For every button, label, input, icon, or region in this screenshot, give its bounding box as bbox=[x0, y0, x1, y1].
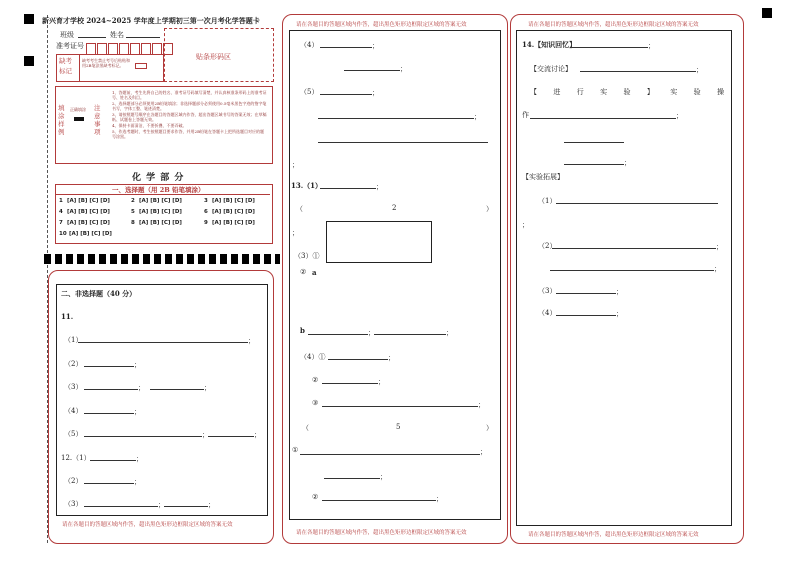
corner-mark-top-right bbox=[762, 8, 772, 18]
col3-header-note: 请在各题目的答题区域内作答，超出黑色矩形边框限定区域的答案无效 bbox=[528, 22, 699, 28]
q13-5-field-1[interactable] bbox=[300, 454, 480, 455]
q10-5-field-b[interactable] bbox=[318, 118, 474, 119]
expand-4-label: （4） bbox=[538, 309, 557, 317]
col3-answer-box bbox=[516, 30, 732, 526]
absent-label: 缺考标记 bbox=[59, 57, 72, 75]
q10-5-field-c[interactable] bbox=[318, 142, 488, 143]
q13-5-field-3[interactable] bbox=[322, 500, 436, 501]
zuo-label: 作 bbox=[522, 111, 529, 119]
binding-separator bbox=[44, 254, 280, 264]
name-field[interactable] bbox=[126, 37, 160, 38]
absent-mark-box[interactable] bbox=[135, 63, 147, 69]
q12-3-field-b[interactable] bbox=[164, 506, 208, 507]
q11-label: 11. bbox=[61, 312, 74, 321]
col2-answer-box bbox=[289, 30, 501, 520]
expand-2-field-b[interactable] bbox=[550, 270, 714, 271]
q13-3-a-mark: a bbox=[312, 268, 317, 277]
notes-label: 注意事项 bbox=[94, 104, 101, 136]
q13-5-number: 5 bbox=[396, 423, 401, 431]
q13-3-circle2: ② bbox=[300, 268, 307, 276]
experiment-field-2[interactable] bbox=[564, 142, 624, 143]
class-label: 班级 bbox=[60, 31, 74, 39]
q10-5-field-a[interactable] bbox=[320, 94, 372, 95]
col2-header-note: 请在各题目的答题区域内作答，超出黑色矩形边框限定区域的答案无效 bbox=[296, 22, 467, 28]
q11-5-field-a[interactable] bbox=[84, 436, 202, 437]
barcode-label: 贴条形码区 bbox=[196, 53, 231, 61]
expand-2-label: （2） bbox=[538, 242, 557, 250]
col2-footer-note: 请在各题目的答题区域内作答，超出黑色矩形边框限定区域的答案无效 bbox=[296, 530, 467, 536]
q11-2-label: （2） bbox=[64, 360, 83, 368]
expand-1-semicolon: ； bbox=[522, 221, 529, 229]
q13-4-field-3[interactable] bbox=[322, 406, 478, 407]
name-label: 姓名 bbox=[110, 31, 124, 39]
q13-5-paren-right: ） bbox=[486, 424, 493, 432]
class-field[interactable] bbox=[78, 37, 106, 38]
q13-4-label: （4）① bbox=[300, 353, 326, 361]
exam-no-label: 准考证号 bbox=[56, 42, 84, 50]
expand-3-label: （3） bbox=[538, 287, 557, 295]
nonchoice-title: 二、非选择题（40 分） bbox=[61, 289, 137, 298]
q13-b-mark: b bbox=[300, 326, 305, 335]
q10-5-semicolon: ； bbox=[292, 161, 299, 169]
q10-5-label: （5） bbox=[300, 88, 319, 96]
section-title: 化 学 部 分 bbox=[132, 173, 185, 183]
q10-4-field-b[interactable] bbox=[344, 70, 400, 71]
q13-2-paren-right: ） bbox=[486, 205, 493, 213]
q13-5-field-2[interactable] bbox=[324, 478, 380, 479]
expand-1-field[interactable] bbox=[556, 203, 718, 204]
col3-footer-note: 请在各题目的答题区域内作答，超出黑色矩形边框限定区域的答案无效 bbox=[528, 532, 699, 538]
col1-footer-note: 请在各题目的答题区域内作答，超出黑色矩形边框限定区域的答案无效 bbox=[62, 522, 233, 528]
q11-5-label: （5） bbox=[64, 430, 83, 438]
q13-4-circle3: ③ bbox=[312, 399, 319, 407]
q11-3-label: （3） bbox=[64, 383, 83, 391]
q10-4-label: （4） bbox=[300, 41, 319, 49]
fill-example-label: 填涂样例 bbox=[58, 104, 65, 136]
q11-1-label: （1） bbox=[64, 336, 83, 344]
notes-list: 1、答题前，考生先将自己的姓名、准考证号码填写清楚，并认真核准条形码上的准考证号、姓名及科目。 2、选择题部分必须使用2B铅笔填涂；非选择题部分必须使用0.5毫米黑色字迹的签字笔书写，字体工整、笔迹清楚。 3、请按照题号顺序在各题目的答题区域内作答，超出答题区域书写的答案无效；在草稿纸、试题卷上答题无效。 4、保持卡面清洁，不要折叠、不要弄破。 5、作选考题时，考生按照题目要求作答，并用2B铅笔在答题卡上把所选题目对应的题号涂黑。 bbox=[112, 90, 267, 139]
corner-mark-mid-left bbox=[24, 56, 34, 66]
q13-5-paren-left: （ bbox=[302, 424, 309, 432]
q12-1-field[interactable] bbox=[90, 460, 136, 461]
q13-4-field-2[interactable] bbox=[322, 383, 378, 384]
q13-4-field-1[interactable] bbox=[328, 359, 388, 360]
q14-recall-field[interactable] bbox=[572, 47, 648, 48]
q13-2-semicolon: ； bbox=[292, 229, 299, 237]
q13-4-circle2: ② bbox=[312, 376, 319, 384]
q11-3-field-b[interactable] bbox=[150, 389, 204, 390]
experiment-field-3[interactable] bbox=[564, 164, 624, 165]
q13-3-label: （3）① bbox=[294, 252, 320, 260]
exchange-label: 【交流讨论】 bbox=[530, 65, 572, 73]
q12-3-field-a[interactable] bbox=[84, 506, 158, 507]
q11-5-field-b[interactable] bbox=[208, 436, 254, 437]
q11-3-field-a[interactable] bbox=[84, 389, 138, 390]
q11-4-label: （4） bbox=[64, 407, 83, 415]
q12-3-label: （3） bbox=[64, 500, 83, 508]
experiment-field-1[interactable] bbox=[530, 118, 676, 119]
q13-b-field-a[interactable] bbox=[308, 334, 368, 335]
exchange-field[interactable] bbox=[580, 71, 696, 72]
q12-1-label: 12.（1） bbox=[61, 454, 91, 462]
q12-2-label: （2） bbox=[64, 477, 83, 485]
q13-2-paren-left: （ bbox=[296, 205, 303, 213]
col1-answer-box bbox=[56, 284, 268, 516]
expand-4-field[interactable] bbox=[556, 315, 616, 316]
expand-3-field[interactable] bbox=[556, 293, 616, 294]
choice-title-underline bbox=[56, 194, 270, 195]
header-title: 新兴育才学校 2024~2025 学年度上学期初三第一次月考化学答题卡 bbox=[42, 16, 260, 25]
q13-2-number: 2 bbox=[392, 204, 397, 212]
q12-2-field[interactable] bbox=[84, 483, 134, 484]
q13-1-label: 13.（1） bbox=[291, 181, 323, 190]
q13-b-field-b[interactable] bbox=[374, 334, 446, 335]
experiment-heading: 【 进 行 实 验 】 实 验 操 bbox=[530, 88, 724, 96]
expand-2-field-a[interactable] bbox=[552, 248, 716, 249]
q13-1-field[interactable] bbox=[320, 188, 376, 189]
corner-mark-top-left bbox=[24, 14, 34, 24]
q11-1-field[interactable] bbox=[78, 342, 248, 343]
q13-5-circle1: ① bbox=[292, 446, 299, 454]
q11-2-field[interactable] bbox=[84, 366, 134, 367]
absent-note: 缺考考生禁止考号后贴贴和用2B笔涂黑缺考标记。 bbox=[82, 58, 130, 68]
correct-fill-sample bbox=[74, 117, 84, 121]
q13-5-circle2: ② bbox=[312, 493, 319, 501]
q14-label: 14.【知识回忆】 bbox=[522, 40, 577, 49]
q13-drawing-box[interactable] bbox=[326, 221, 432, 263]
expand-label: 【实验拓展】 bbox=[522, 173, 564, 181]
correct-fill-label: 正确填涂 bbox=[70, 107, 86, 112]
expand-1-label: （1） bbox=[538, 197, 557, 205]
q10-4-field-a[interactable] bbox=[320, 47, 372, 48]
q11-4-field[interactable] bbox=[84, 413, 134, 414]
choice-title: 一、选择题（用 2B 铅笔填涂） bbox=[112, 186, 205, 194]
